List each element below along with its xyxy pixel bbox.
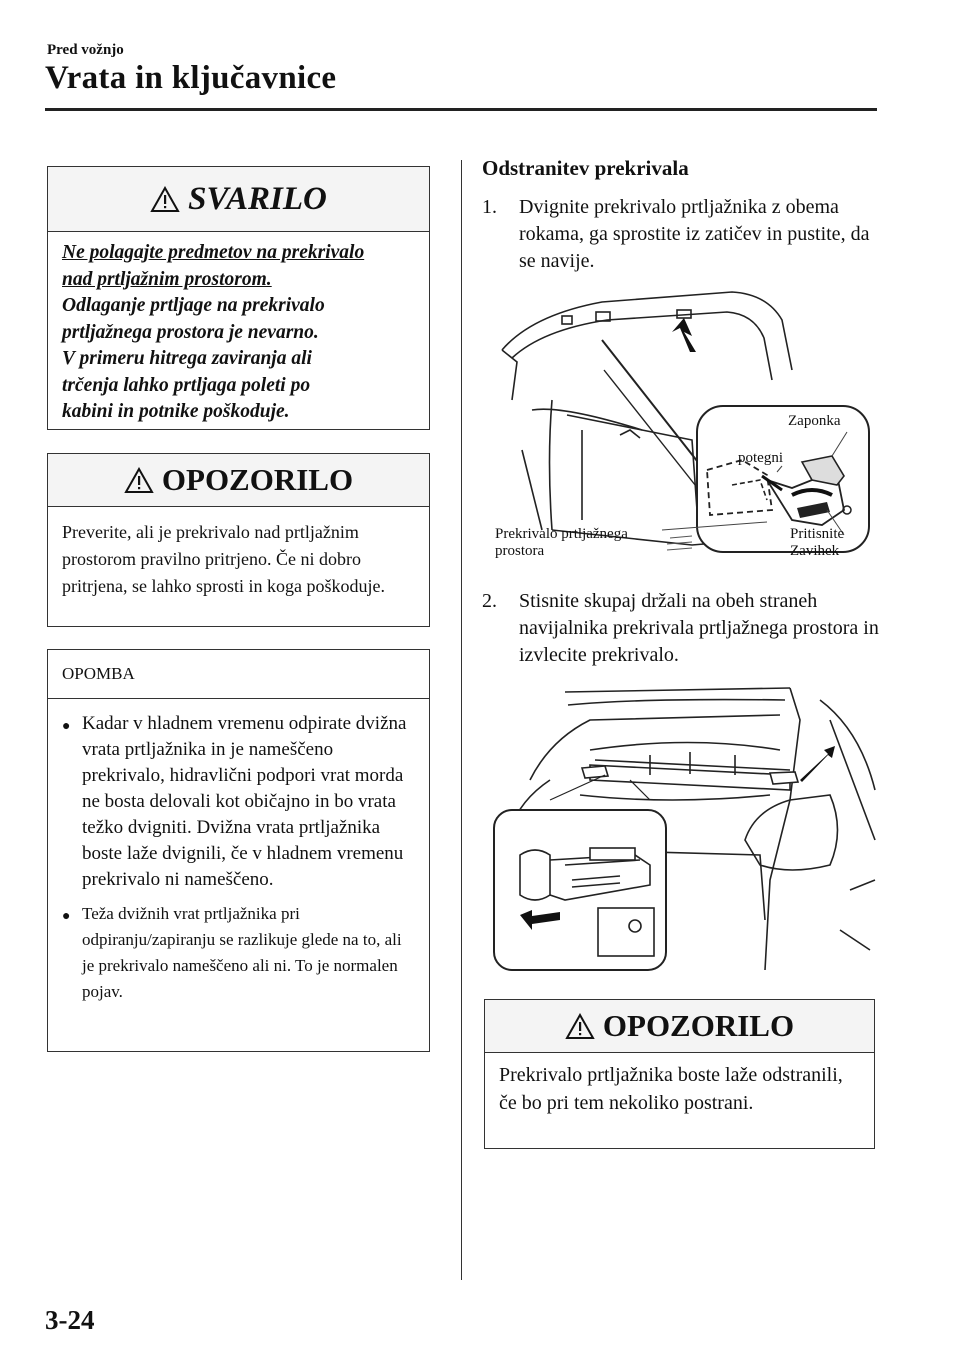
list-item: [62, 711, 415, 893]
opomba-body: [48, 699, 429, 1017]
opozorilo-title: OPOZORILO: [602, 1008, 795, 1043]
svarilo-header: [48, 167, 429, 232]
bullet-icon: ●: [62, 909, 71, 924]
step-text: Dvignite prekrivalo prtljažnika z obema rokama, ga sprostite iz zatičev in pustite, da se navije.: [519, 196, 870, 272]
opozorilo-header: [485, 1000, 874, 1053]
svarilo-body: [48, 232, 429, 438]
opozorilo-box: [484, 999, 875, 1149]
page-number: 3-24: [45, 1305, 95, 1335]
opozorilo-text: Prekrivalo prtljažnika boste laže odstranili, če bo pri tem nekoliko postrani.: [499, 1064, 843, 1114]
column-divider: [461, 160, 462, 1280]
opozorilo-text: Preverite, ali je prekrivalo nad prtljažnim prostorom pravilno pritrjeno. Če ni dobro pritrjena, se lahko sprosti in koga poškoduje.: [62, 522, 385, 596]
step-number: 1.: [482, 196, 497, 218]
section-heading: Odstranitev prekrivala: [482, 156, 689, 180]
bullet-text: Teža dvižnih vrat prtljažnika pri odpiranju/zapiranju se razlikuje glede na to, ali je prekrivalo nameščeno ali ni. To je normalen pojav.: [82, 904, 402, 1001]
step-1: [482, 194, 882, 275]
svarilo-line: Odlaganje prtljage na prekrivalo: [62, 295, 325, 316]
label-zavihek: Zavihek: [790, 543, 840, 559]
label-prekrivalo: Prekrivalo prtljažnega: [495, 526, 628, 542]
svarilo-line: kabini in potnike poškoduje.: [62, 401, 290, 422]
svarilo-line: trčenja lahko prtljaga poleti po: [62, 374, 311, 396]
step-number: 2.: [482, 590, 497, 612]
svarilo-line: prtljažnega prostora je nevarno.: [62, 321, 319, 343]
warning-triangle-icon: [150, 186, 180, 213]
svarilo-line: Ne polagajte predmetov na prekrivalo: [62, 242, 365, 263]
label-potegni: potegni: [738, 450, 783, 466]
opomba-title: OPOMBA: [48, 650, 429, 699]
svarilo-title: SVARILO: [188, 180, 327, 217]
opozorilo-title: OPOZORILO: [161, 462, 354, 497]
label-pritisnite: Pritisnite: [790, 526, 845, 542]
opozorilo-header: [48, 454, 429, 507]
step-2: [482, 588, 882, 669]
bullet-text: Kadar v hladnem vremenu odpirate dvižna vrata prtljažnika in je nameščeno prekrivalo, hidravlični podpori vrat morda ne bosta delovali kot običajno in bo vrata težko dvigniti. Dvižna vrata prtljažnika boste laže dvignili, če v hladnem vremenu prekrivalo ni nameščeno.: [82, 713, 407, 890]
bullet-icon: ●: [62, 719, 71, 734]
cover-removal-illustration: [490, 680, 880, 980]
header-rule: [45, 108, 877, 111]
list-item: [62, 901, 415, 1005]
page-title: Vrata in ključavnice: [45, 60, 337, 96]
opomba-box: [47, 649, 430, 1052]
opozorilo-box: [47, 453, 430, 627]
label-zaponka: Zaponka: [788, 413, 841, 429]
label-prostora: prostora: [495, 543, 545, 559]
step-text: Stisnite skupaj držali na obeh straneh navijalnika prekrivala prtljažnega prostora in izvlecite prekrivalo.: [519, 590, 879, 666]
svarilo-box: [47, 166, 430, 430]
svarilo-line: V primeru hitrega zaviranja ali: [62, 348, 312, 369]
warning-triangle-icon: [124, 467, 154, 494]
warning-triangle-icon: [565, 1013, 595, 1040]
section-label: Pred vožnjo: [47, 42, 124, 58]
svarilo-line: nad prtljažnim prostorom.: [62, 268, 272, 290]
